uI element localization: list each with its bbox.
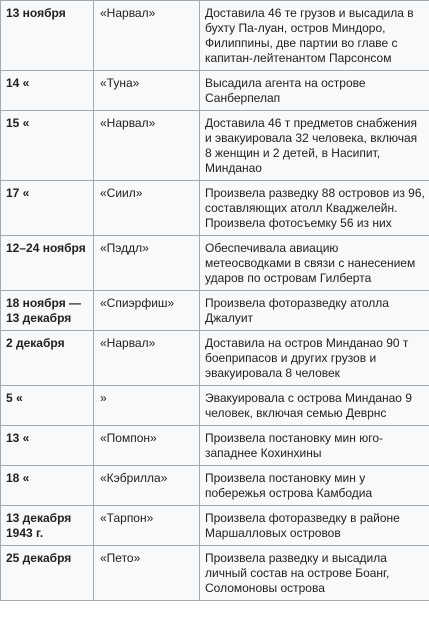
table-row xyxy=(1,506,429,546)
date-cell: 17 « xyxy=(1,181,94,236)
date-cell: 13 « xyxy=(1,426,94,466)
date-cell: 13 декабря 1943 г. xyxy=(1,506,94,546)
description-cell: Произвела фоторазведку в районе Маршалловых островов xyxy=(200,506,429,546)
description-cell: Произвела фоторазведку атолла Джалуит xyxy=(200,291,429,331)
date-cell: 2 декабря xyxy=(1,331,94,386)
submarine-cell: «Нарвал» xyxy=(94,111,200,181)
submarine-cell: «Тарпон» xyxy=(94,506,200,546)
description-cell: Доставила 46 те грузов и высадила в бухту Па-луан, остров Миндоро, Филиппины, две партии во главе с капитан-лейтенантом Парсонсом xyxy=(200,1,429,71)
submarine-cell: «Помпон» xyxy=(94,426,200,466)
description-cell: Высадила агента на острове Санберпелап xyxy=(200,71,429,111)
date-cell: 25 декабря xyxy=(1,546,94,601)
submarine-cell: «Спиэрфиш» xyxy=(94,291,200,331)
description-cell: Доставила 46 т предметов снабжения и эвакуировала 32 человека, включая 8 женщин и 2 детей, в Насипит, Минданао xyxy=(200,111,429,181)
date-cell: 12–24 ноября xyxy=(1,236,94,291)
table-row xyxy=(1,291,429,331)
submarine-cell: «Туна» xyxy=(94,71,200,111)
description-cell: Произвела постановку мин у побережья острова Камбодиа xyxy=(200,466,429,506)
date-cell: 13 ноября xyxy=(1,1,94,71)
date-cell: 5 « xyxy=(1,386,94,426)
submarine-cell: » xyxy=(94,386,200,426)
table-row xyxy=(1,546,429,601)
submarine-cell: «Кэбрилла» xyxy=(94,466,200,506)
table-row xyxy=(1,236,429,291)
submarine-cell: «Пэддл» xyxy=(94,236,200,291)
table-row xyxy=(1,111,429,181)
submarine-cell: «Сиил» xyxy=(94,181,200,236)
description-cell: Обеспечивала авиацию метеосводками в связи с нанесением ударов по островам Гилберта xyxy=(200,236,429,291)
date-cell: 14 « xyxy=(1,71,94,111)
description-cell: Произвела разведку и высадила личный состав на острове Боанг, Соломоновы острова xyxy=(200,546,429,601)
table-row xyxy=(1,466,429,506)
description-cell: Произвела разведку 88 островов из 96, составляющих атолл Кваджелейн. Произвела фотосъемку 56 из них xyxy=(200,181,429,236)
table-row xyxy=(1,181,429,236)
table-row xyxy=(1,386,429,426)
submarine-cell: «Пето» xyxy=(94,546,200,601)
date-cell: 18 ноября — 13 декабря xyxy=(1,291,94,331)
description-cell: Эвакуировала с острова Минданао 9 человек, включая семью Деврнс xyxy=(200,386,429,426)
table-row xyxy=(1,1,429,71)
submarine-cell: «Нарвал» xyxy=(94,1,200,71)
date-cell: 18 « xyxy=(1,466,94,506)
table-row xyxy=(1,426,429,466)
table-row xyxy=(1,331,429,386)
submarine-cell: «Нарвал» xyxy=(94,331,200,386)
description-cell: Доставила на остров Минданао 90 т боеприпасов и других грузов и эвакуировала 8 человек xyxy=(200,331,429,386)
date-cell: 15 « xyxy=(1,111,94,181)
description-cell: Произвела постановку мин юго-западнее Кохинхины xyxy=(200,426,429,466)
table-row xyxy=(1,71,429,111)
